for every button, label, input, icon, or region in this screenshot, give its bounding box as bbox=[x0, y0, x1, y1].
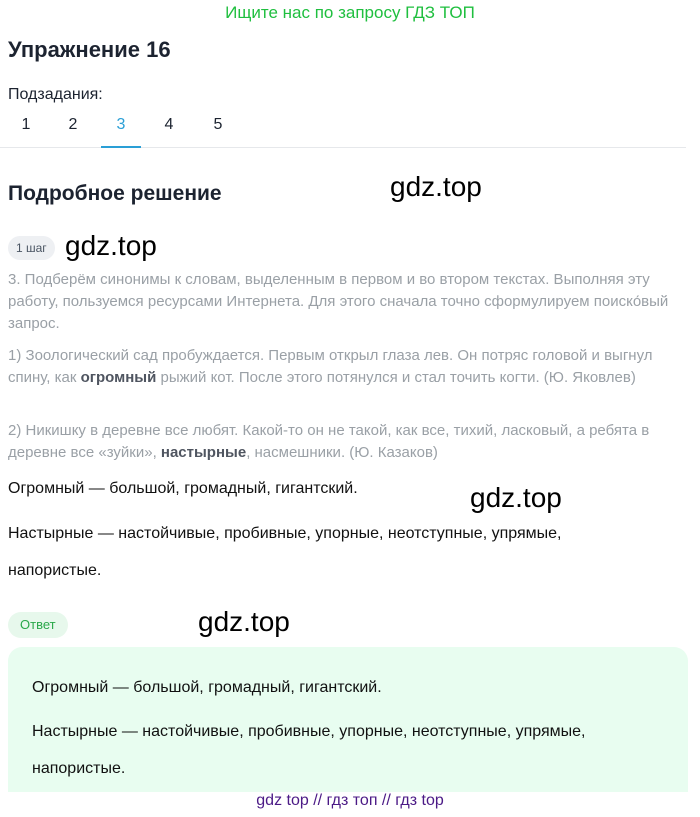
result-line: Огромный — большой, громадный, гигантский. bbox=[8, 480, 358, 497]
top-banner: Ищите нас по запросу ГДЗ ТОП bbox=[225, 3, 475, 22]
solution-heading: Подробное решение bbox=[8, 182, 222, 205]
footer-watermark: gdz top // гдз топ // гдз top bbox=[256, 792, 444, 809]
task-text: 3. Подберём синонимы к словам, выделенным в первом и во втором текстах. Выполняя эту работу, пользуемся ресурсами Интернета. Для этого сначала точно сформулируем поиско́вый запрос. bbox=[8, 271, 669, 332]
result-line: Настырные — настойчивые, пробивные, упорные, неотступные, упрямые, bbox=[8, 525, 562, 542]
answer-box bbox=[8, 647, 688, 792]
subtask-tabs bbox=[0, 110, 686, 148]
subtasks-label: Подзадания: bbox=[8, 86, 103, 103]
answer-badge: Ответ bbox=[8, 612, 68, 638]
source-text-2 bbox=[8, 420, 693, 464]
answer-line: напористые. bbox=[32, 760, 126, 777]
tab-2[interactable]: 2 bbox=[68, 116, 78, 133]
text-fragment: 1) Зоологический сад пробуждается. Первым открыл глаза лев. Он потряс головой и выгнул спину, как bbox=[8, 347, 653, 386]
text-fragment: , насмешники. (Ю. Казаков) bbox=[246, 444, 438, 461]
watermark: gdz.top bbox=[65, 230, 157, 261]
page-title: Упражнение 16 bbox=[8, 37, 171, 62]
answer-line: Огромный — большой, громадный, гигантский. bbox=[32, 679, 382, 696]
highlighted-word: огромный bbox=[80, 369, 157, 386]
watermark: gdz.top bbox=[470, 482, 562, 513]
watermark: gdz.top bbox=[198, 606, 290, 637]
text-fragment: рыжий кот. После этого потянулся и стал точить когти. (Ю. Яковлев) bbox=[156, 369, 636, 386]
tab-5[interactable]: 5 bbox=[213, 116, 223, 133]
tab-3[interactable]: 3 bbox=[101, 116, 141, 148]
source-text-1 bbox=[8, 345, 693, 389]
result-line: напористые. bbox=[8, 562, 102, 579]
text-fragment: 2) Никишку в деревне все любят. Какой-то он не такой, как все, тихий, ласковый, а ребята в деревне все «зуйки», bbox=[8, 422, 650, 461]
tab-1[interactable]: 1 bbox=[21, 116, 31, 133]
step-badge: 1 шаг bbox=[8, 236, 55, 260]
answer-line: Настырные — настойчивые, пробивные, упорные, неотступные, упрямые, bbox=[32, 723, 586, 740]
watermark: gdz.top bbox=[390, 171, 482, 202]
highlighted-word: настырные bbox=[160, 444, 247, 461]
tab-4[interactable]: 4 bbox=[164, 116, 174, 133]
